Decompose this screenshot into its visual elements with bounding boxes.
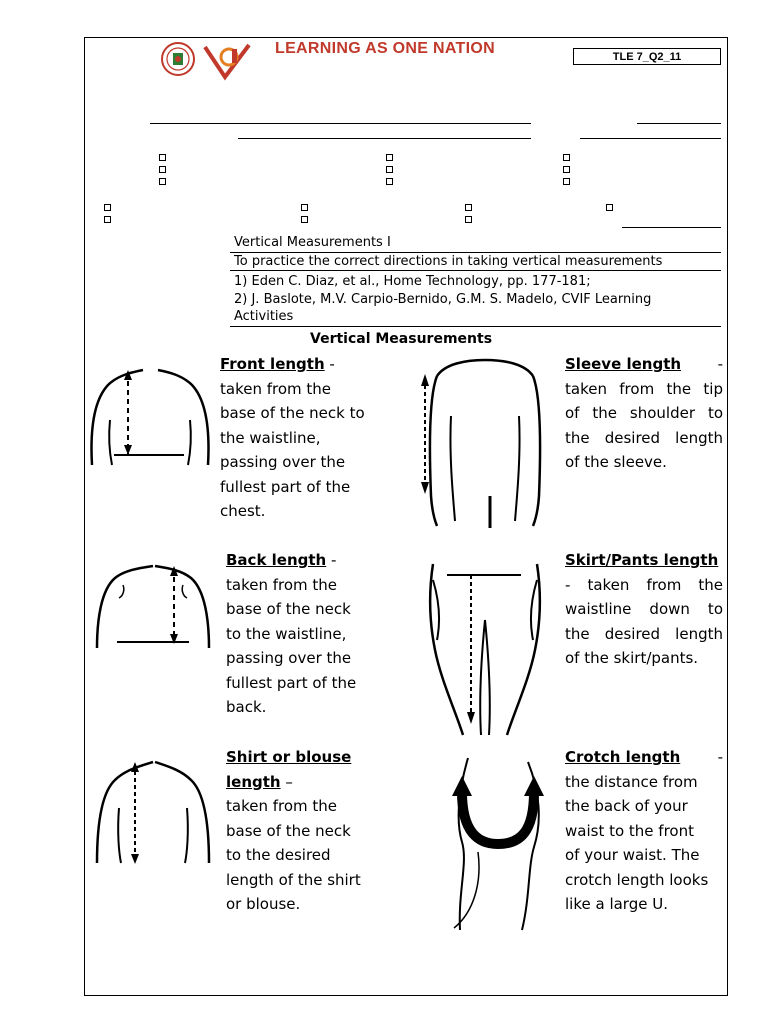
desc-line: crotch length looks [565, 870, 709, 889]
brand-logo [203, 41, 253, 79]
skirt-pants-length-block [565, 548, 723, 671]
separator: - [324, 355, 335, 373]
desc-line: taken from the tip [565, 379, 723, 398]
checkbox[interactable] [386, 166, 393, 173]
sleeve-length-block [565, 352, 723, 475]
sleeve-length-term: Sleeve length [565, 355, 682, 373]
desc-line: fullest part of the [226, 673, 357, 692]
desc-line: chest. [220, 502, 266, 520]
checkbox[interactable] [563, 178, 570, 185]
separator: - [717, 748, 723, 766]
crotch-length-block [565, 745, 723, 917]
front-length-block [220, 352, 385, 524]
desc-line: the desired length [565, 428, 723, 447]
desc-line: of the sleeve. [565, 453, 667, 471]
score-field-line[interactable] [637, 123, 721, 124]
checkbox[interactable] [301, 204, 308, 211]
section-field-line[interactable] [238, 138, 531, 139]
sleeve-length-figure [415, 356, 555, 530]
desc-line: the distance from [565, 772, 698, 791]
other-field-line[interactable] [622, 227, 721, 228]
checkbox[interactable] [563, 154, 570, 161]
desc-line: of the shoulder to [565, 404, 723, 422]
front-length-figure [88, 360, 213, 468]
desc-line: length of the shirt [226, 870, 361, 889]
checkbox[interactable] [159, 178, 166, 185]
checkbox[interactable] [104, 216, 111, 223]
desc-line: taken from the [220, 379, 332, 398]
shirt-blouse-figure [95, 758, 213, 868]
checkbox[interactable] [301, 216, 308, 223]
shirt-blouse-term-2: length [226, 772, 281, 791]
desc-line: base of the neck [226, 600, 351, 618]
date-field-line[interactable] [580, 138, 721, 139]
skirt-pants-length-term: Skirt/Pants length [565, 551, 719, 569]
lesson-title: Vertical Measurements I [234, 235, 391, 250]
name-field-line[interactable] [150, 123, 531, 124]
desc-line: passing over the [220, 453, 346, 471]
desc-line: the back of your [565, 797, 688, 815]
desc-line: of your waist. The [565, 846, 700, 864]
section-title: Vertical Measurements [310, 331, 493, 347]
desc-line: waist to the front [565, 821, 694, 840]
page-header-title: LEARNING AS ONE NATION [275, 40, 495, 57]
desc-line: waistline down to [565, 600, 723, 618]
checkbox[interactable] [386, 154, 393, 161]
checkbox[interactable] [159, 154, 166, 161]
separator: - [326, 551, 337, 569]
checkbox[interactable] [465, 216, 472, 223]
desc-line: passing over the [226, 649, 352, 667]
module-code-box: TLE 7_Q2_11 [573, 48, 721, 65]
front-length-term: Front length [220, 355, 325, 373]
crotch-length-term: Crotch length [565, 748, 681, 766]
school-seal-logo [157, 42, 199, 76]
separator: - [717, 355, 723, 373]
crotch-length-figure [448, 752, 548, 934]
back-length-figure [95, 560, 213, 650]
desc-line: - taken from the [565, 575, 723, 594]
desc-line: back. [226, 698, 267, 716]
separator: – [280, 772, 293, 791]
desc-line: or blouse. [226, 895, 301, 913]
back-length-block [226, 548, 386, 720]
checkbox[interactable] [159, 166, 166, 173]
desc-line: fullest part of the [220, 477, 351, 496]
checkbox[interactable] [465, 204, 472, 211]
shirt-blouse-term: Shirt or blouse [226, 748, 352, 766]
desc-line: to the waistline, [226, 624, 347, 643]
desc-line: base of the neck to [220, 404, 365, 422]
back-length-term: Back length [226, 551, 327, 569]
divider [230, 270, 721, 271]
checkbox[interactable] [606, 204, 613, 211]
checkbox[interactable] [386, 178, 393, 185]
reference-1: 1) Eden C. Diaz, et al., Home Technology, pp. 177-181; [234, 274, 591, 289]
lesson-objective: To practice the correct directions in taking vertical measurements [234, 254, 663, 269]
desc-line: to the desired [226, 846, 331, 864]
reference-2: 2) J. Baslote, M.V. Carpio-Bernido, G.M. S. Madelo, CVIF Learning [234, 292, 652, 307]
desc-line: base of the neck [226, 821, 351, 840]
desc-line: taken from the [226, 575, 338, 594]
desc-line: the waistline, [220, 428, 321, 447]
shirt-blouse-length-block [226, 745, 386, 917]
divider [230, 326, 721, 327]
checkbox[interactable] [104, 204, 111, 211]
skirt-pants-figure [425, 560, 545, 740]
desc-line: like a large U. [565, 895, 668, 913]
desc-line: the desired length [565, 624, 723, 643]
reference-2-cont: Activities [234, 309, 294, 324]
checkbox[interactable] [563, 166, 570, 173]
desc-line: of the skirt/pants. [565, 649, 699, 667]
desc-line: taken from the [226, 797, 338, 815]
